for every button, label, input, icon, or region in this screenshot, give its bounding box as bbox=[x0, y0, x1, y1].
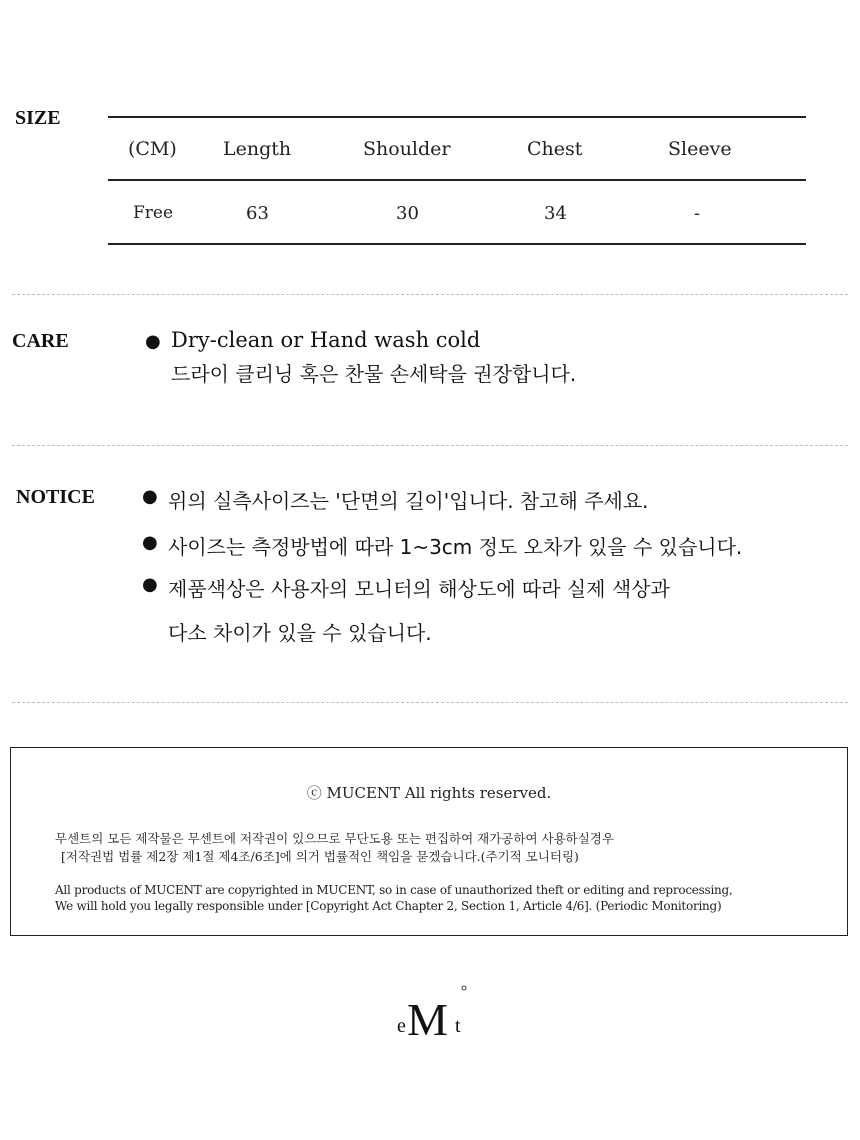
notice-text-continuation: 다소 차이가 있을 수 있습니다. bbox=[168, 621, 432, 645]
brand-logo bbox=[396, 985, 476, 1040]
bullet-icon: ● bbox=[142, 574, 158, 595]
care-text-en: Dry-clean or Hand wash cold bbox=[171, 328, 481, 352]
size-header-cell: Length bbox=[223, 138, 292, 160]
copyright-en-line: All products of MUCENT are copyrighted in MUCENT, so in case of unauthorized theft or editing and reprocessing, bbox=[55, 883, 733, 897]
logo-mark bbox=[396, 985, 476, 1040]
size-header-cell: Sleeve bbox=[668, 138, 732, 160]
section-divider bbox=[12, 445, 848, 446]
size-cell: 63 bbox=[246, 203, 269, 224]
svg-text:e: e bbox=[397, 1015, 406, 1037]
size-cell: 34 bbox=[544, 203, 567, 224]
care-text-kr: 드라이 클리닝 혹은 찬물 손세탁을 권장합니다. bbox=[171, 362, 577, 386]
size-table-bottom-rule bbox=[108, 243, 806, 245]
size-label: SIZE bbox=[15, 107, 61, 129]
bullet-icon: ● bbox=[142, 486, 158, 507]
copyright-title: ⓒ MUCENT All rights reserved. bbox=[306, 784, 552, 802]
notice-label: NOTICE bbox=[16, 486, 95, 508]
size-header-cell: Chest bbox=[527, 138, 583, 160]
bullet-icon: ● bbox=[142, 532, 158, 553]
size-cell: - bbox=[694, 203, 701, 224]
copyright-box bbox=[10, 747, 848, 936]
bullet-icon: ● bbox=[145, 331, 161, 352]
svg-text:t: t bbox=[455, 1015, 461, 1037]
copyright-en-line: We will hold you legally responsible under [Copyright Act Chapter 2, Section 1, Article 4/6]. (Periodic Monitoring) bbox=[55, 899, 722, 913]
size-cell: 30 bbox=[396, 203, 419, 224]
size-table-mid-rule bbox=[108, 179, 806, 181]
notice-text: 위의 실측사이즈는 '단면의 길이'입니다. 참고해 주세요. bbox=[168, 489, 649, 513]
section-divider bbox=[12, 294, 848, 295]
copyright-kr-line: 무센트의 모든 제작물은 무센트에 저작권이 있으므로 무단도용 또는 편집하여 재가공하여 사용하실경우 bbox=[55, 831, 614, 846]
notice-text: 사이즈는 측정방법에 따라 1~3cm 정도 오차가 있을 수 있습니다. bbox=[168, 535, 743, 559]
size-header-cell: Shoulder bbox=[363, 138, 451, 160]
size-cell: Free bbox=[133, 203, 174, 223]
section-divider bbox=[12, 702, 848, 703]
size-table-top-rule bbox=[108, 116, 806, 118]
copyright-kr-line: [저작권법 법률 제2장 제1절 제4조/6조]에 의거 법률적인 책임을 묻겠습니다.(주기적 모니터링) bbox=[61, 849, 579, 864]
size-header-cell: (CM) bbox=[128, 138, 177, 160]
notice-text: 제품색상은 사용자의 모니터의 해상도에 따라 실제 색상과 bbox=[168, 577, 670, 601]
svg-text:M: M bbox=[407, 994, 448, 1040]
care-label: CARE bbox=[12, 330, 69, 352]
